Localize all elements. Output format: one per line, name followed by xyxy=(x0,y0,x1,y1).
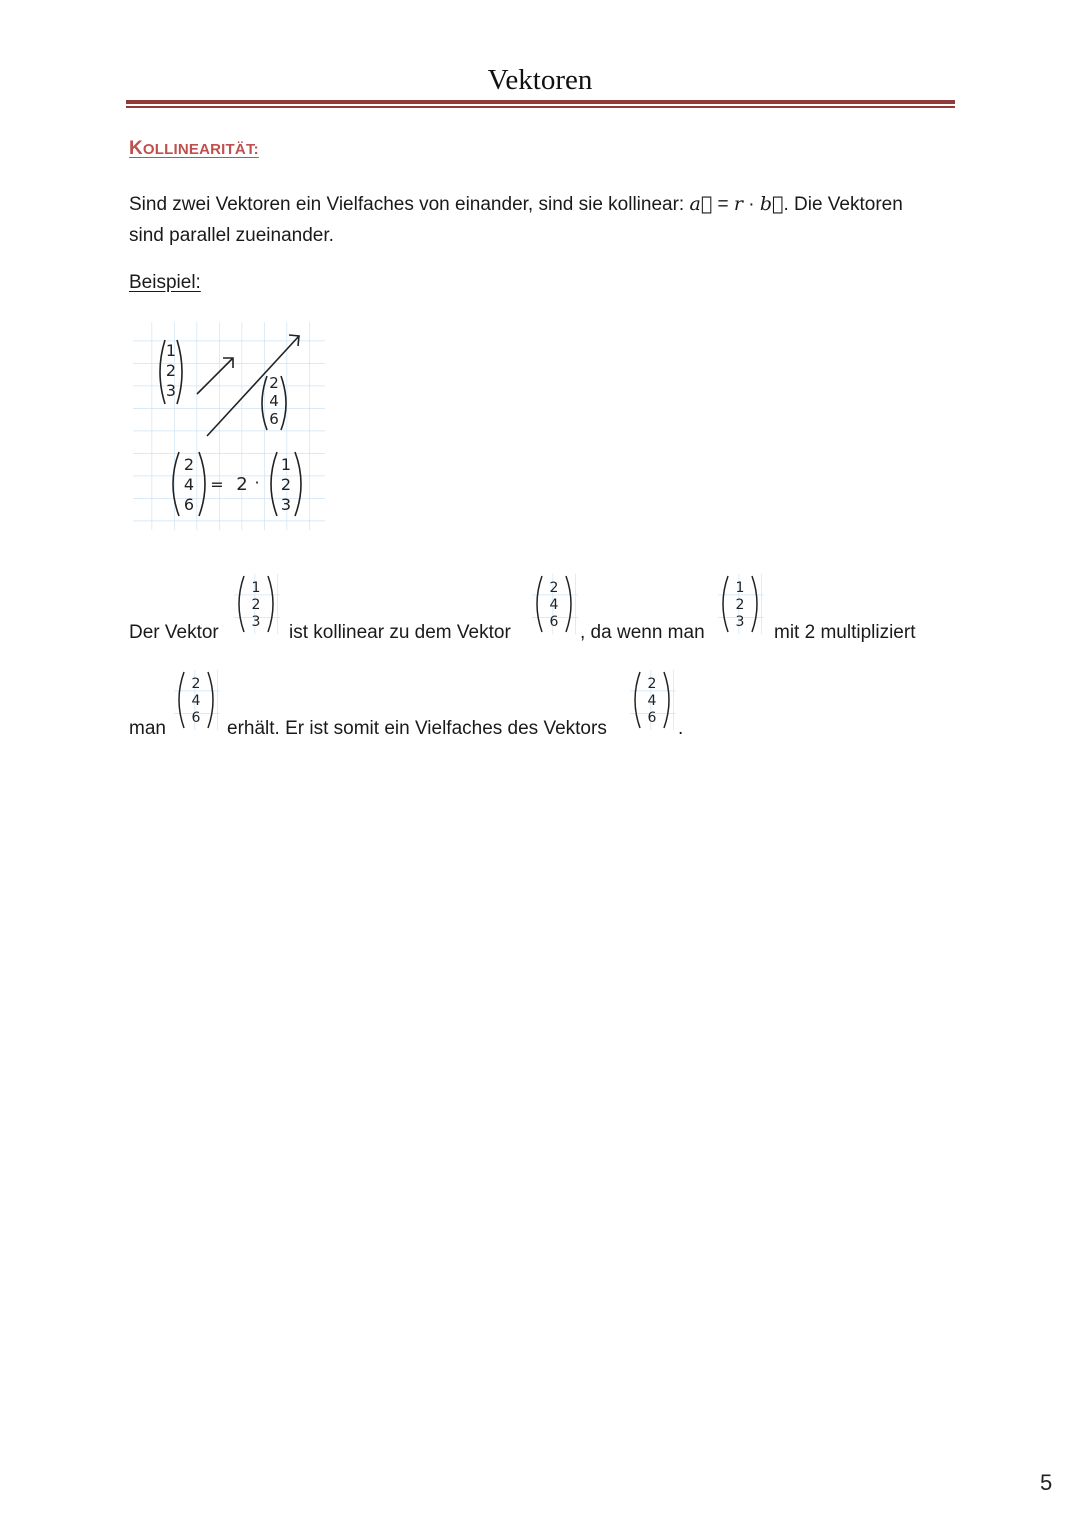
sketch-small-z: 3 xyxy=(165,381,177,400)
example-sketch xyxy=(129,318,329,534)
eq-dot: · xyxy=(254,473,260,492)
eq-factor: 2 xyxy=(236,474,248,495)
intro-line-1 xyxy=(129,193,903,216)
explanation-text-3: , da wenn man xyxy=(580,622,705,643)
inline-vector-3-z: 3 xyxy=(735,614,745,630)
sketch-large-x: 2 xyxy=(269,374,279,392)
sketch-small-y: 2 xyxy=(165,361,177,380)
eq-left-z: 6 xyxy=(183,495,195,514)
inline-vector-2-x: 2 xyxy=(549,580,559,596)
inline-vector-2 xyxy=(530,572,580,636)
eq-left-x: 2 xyxy=(183,455,195,474)
eq-right-y: 2 xyxy=(280,475,292,494)
inline-vector-2-y: 4 xyxy=(549,597,559,613)
page-number: 5 xyxy=(1040,1470,1053,1495)
sketch-small-x: 1 xyxy=(165,341,177,360)
explanation-text-4: mit 2 multipliziert xyxy=(774,622,916,643)
explanation-text-7: . xyxy=(678,718,684,739)
inline-vector-3-x: 1 xyxy=(735,580,745,596)
header-rule xyxy=(126,100,955,104)
intro-line-2: sind parallel zueinander. xyxy=(129,225,334,246)
inline-vector-2-z: 6 xyxy=(549,614,559,630)
header-rule-thin xyxy=(126,106,955,108)
sketch-large-z: 6 xyxy=(269,410,279,428)
section-heading-initial: K xyxy=(129,138,143,159)
header-title: Vektoren xyxy=(487,64,593,96)
eq-left-y: 4 xyxy=(183,475,195,494)
eq-equals: = xyxy=(210,475,224,494)
inline-vector-1-x: 1 xyxy=(251,580,261,596)
intro-line-1-end: . Die Vektoren xyxy=(783,194,903,215)
inline-vector-4-z: 6 xyxy=(191,710,201,726)
example-label: Beispiel: xyxy=(129,272,201,293)
inline-vector-4-x: 2 xyxy=(191,676,201,692)
formula-vector-b: b⃗ xyxy=(759,193,784,215)
explanation-text-1: Der Vektor xyxy=(129,622,219,643)
inline-vector-1-z: 3 xyxy=(251,614,261,630)
inline-vector-5 xyxy=(628,668,678,732)
inline-vector-5-z: 6 xyxy=(647,710,657,726)
inline-vector-5-y: 4 xyxy=(647,693,657,709)
inline-vector-4-y: 4 xyxy=(191,693,201,709)
inline-vector-1 xyxy=(232,572,282,636)
sketch-large-y: 4 xyxy=(269,392,279,410)
inline-vector-5-x: 2 xyxy=(647,676,657,692)
inline-vector-3 xyxy=(716,572,766,636)
formula-equals: = xyxy=(712,194,734,215)
section-heading-rest: OLLINEARITÄT: xyxy=(142,141,259,158)
explanation-text-5: man xyxy=(129,718,166,739)
formula-dot: · xyxy=(742,194,760,215)
explanation-text-2: ist kollinear zu dem Vektor xyxy=(289,622,511,643)
formula-scalar-r: r xyxy=(733,193,743,215)
section-heading xyxy=(129,138,259,160)
eq-right-z: 3 xyxy=(280,495,292,514)
eq-right-x: 1 xyxy=(280,455,292,474)
intro-text: Sind zwei Vektoren ein Vielfaches von einander, sind sie kollinear: xyxy=(129,194,690,215)
inline-vector-1-y: 2 xyxy=(251,597,261,613)
inline-vector-3-y: 2 xyxy=(735,597,745,613)
inline-vector-4 xyxy=(172,668,222,732)
formula-vector-a: a⃗ xyxy=(689,193,713,215)
explanation-text-6: erhält. Er ist somit ein Vielfaches des Vektors xyxy=(227,718,607,739)
